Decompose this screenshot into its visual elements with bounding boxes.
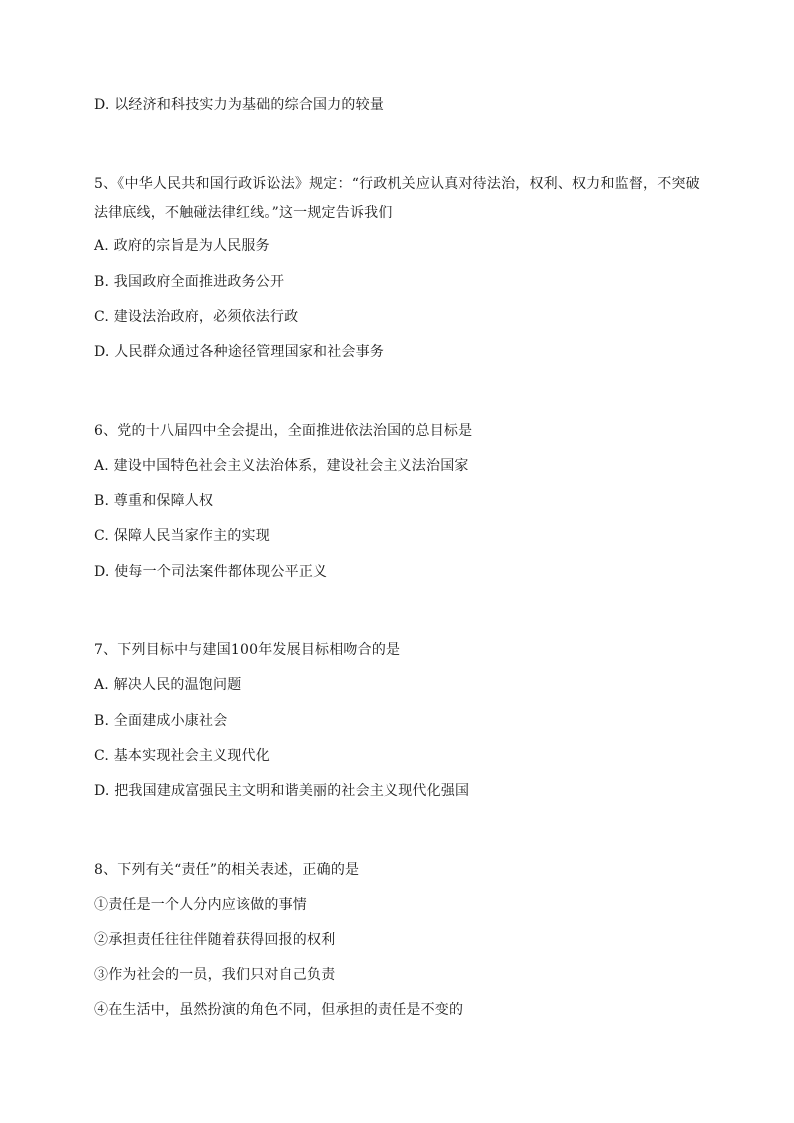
q8-statement-2: ②承担责任往往伴随着获得回报的权利 [94, 932, 336, 948]
q6-stem: 6、党的十八届四中全会提出，全面推进依法治国的总目标是 [94, 423, 473, 439]
q7-stem: 7、下列目标中与建国100年发展目标相吻合的是 [94, 642, 401, 658]
q5-stem: 5、《中华人民共和国行政诉讼法》规定：“行政机关应认真对待法治，权利、权力和监督，不突破法律底线，不触碰法律红线。”这一规定告诉我们 [94, 176, 700, 221]
q8-statement-1: ①责任是一个人分内应该做的事情 [94, 897, 307, 913]
q4-option-d: D. 以经济和科技实力为基础的综合国力的较量 [94, 97, 385, 113]
q7-option-d: D. 把我国建成富强民主文明和谐美丽的社会主义现代化强国 [94, 783, 470, 799]
q5-option-d: D. 人民群众通过各种途径管理国家和社会事务 [94, 344, 385, 360]
q7-option-b: B. 全面建成小康社会 [94, 713, 228, 729]
q6-option-b: B. 尊重和保障人权 [94, 493, 214, 509]
q8-statement-3: ③作为社会的一员，我们只对自己负责 [94, 967, 336, 983]
q7-option-a: A. 解决人民的温饱问题 [94, 677, 242, 693]
q6-option-a: A. 建设中国特色社会主义法治体系，建设社会主义法治国家 [94, 458, 469, 474]
q8-statement-4: ④在生活中，虽然扮演的角色不同，但承担的责任是不变的 [94, 1002, 464, 1018]
q5-option-a: A. 政府的宗旨是为人民服务 [94, 238, 270, 254]
q7-option-c: C. 基本实现社会主义现代化 [94, 748, 270, 764]
q8-stem: 8、下列有关“责任”的相关表述，正确的是 [94, 862, 360, 878]
q5-option-b: B. 我国政府全面推进政务公开 [94, 274, 285, 290]
q5-option-c: C. 建设法治政府，必须依法行政 [94, 309, 299, 325]
q6-option-c: C. 保障人民当家作主的实现 [94, 528, 270, 544]
q6-option-d: D. 使每一个司法案件都体现公平正义 [94, 564, 328, 580]
